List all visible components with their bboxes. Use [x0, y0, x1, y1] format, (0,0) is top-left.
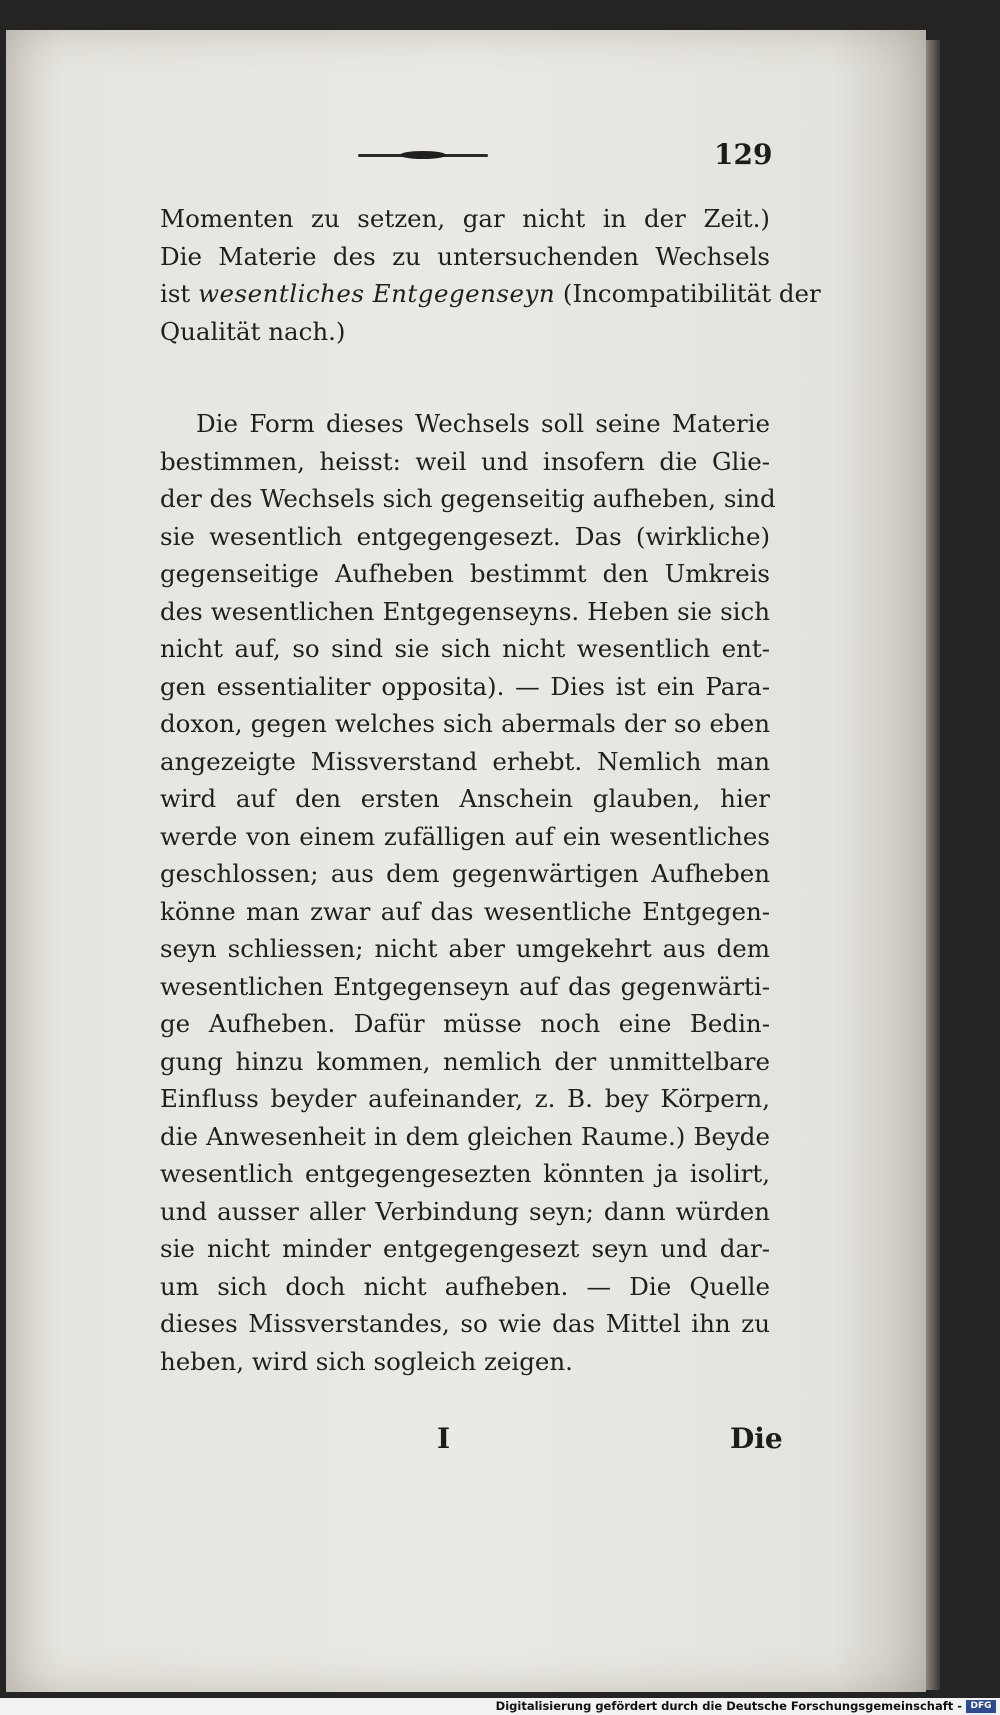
- text-line: gung hinzu kommen, nemlich der unmittelbare: [160, 1046, 770, 1076]
- text-line: ge Aufheben. Dafür müsse noch eine Bedin-: [160, 1009, 770, 1038]
- emphasized-term: wesentliches Entgegenseyn: [198, 279, 556, 308]
- text-line: die Anwesenheit in dem gleichen Raume.) Beyde: [160, 1121, 770, 1151]
- text-line: geschlossen; aus dem gegenwärtigen Aufheben: [160, 859, 770, 888]
- text-fragment: (Incompatibilität der: [562, 279, 821, 308]
- text-line: nicht auf, so sind sie sich nicht wesentlich ent-: [160, 634, 770, 663]
- footer-credit: Digitalisierung gefördert durch die Deutsche Forschungsgemeinschaft -: [495, 1699, 962, 1713]
- text-line: wesentlich entgegengesezten könnten ja isolirt,: [160, 1159, 770, 1188]
- catchword: Die: [730, 1422, 783, 1455]
- text-line: dieses Missverstandes, so wie das Mittel ihn zu: [160, 1309, 770, 1338]
- text-line: wesentlichen Entgegenseyn auf das gegenwärti-: [160, 971, 770, 1001]
- page-edge: [926, 40, 940, 1690]
- text-line: heben, wird sich sogleich zeigen.: [160, 1346, 573, 1376]
- text-line: bestimmen, heisst: weil und insofern die Glie-: [160, 446, 770, 476]
- text-line: sie nicht minder entgegengesezt seyn und dar-: [160, 1234, 770, 1263]
- text-line: könne man zwar auf das wesentliche Entgegen-: [160, 896, 770, 926]
- text-line: und ausser aller Verbindung seyn; dann würden: [160, 1196, 770, 1226]
- text-line: der des Wechsels sich gegenseitig aufheben, sind: [160, 484, 776, 513]
- signature-mark: I: [437, 1422, 451, 1455]
- text-line: Einfluss beyder aufeinander, z. B. bey Körpern,: [160, 1084, 770, 1113]
- text-line: sie wesentlich entgegengesezt. Das (wirkliche): [160, 521, 770, 551]
- text-line: Die Form dieses Wechsels soll seine Materie: [196, 409, 770, 438]
- text-line: Qualität nach.): [160, 316, 346, 346]
- text-line: werde von einem zufälligen auf ein wesentliches: [160, 821, 770, 851]
- text-line: gegenseitige Aufheben bestimmt den Umkreis: [160, 559, 770, 588]
- text-fragment: ist: [160, 279, 191, 308]
- page-number: 129: [714, 138, 773, 171]
- body-text: [160, 200, 821, 1380]
- footer-bar: [0, 1698, 1000, 1715]
- text-line: um sich doch nicht aufheben. — Die Quelle: [160, 1271, 770, 1301]
- text-line: Die Materie des zu untersuchenden Wechsels: [160, 241, 770, 271]
- text-line: wird auf den ersten Anschein glauben, hier: [160, 784, 770, 813]
- text-line: gen essentialiter opposita). — Dies ist ein Para-: [160, 671, 770, 701]
- text-line: [160, 275, 821, 313]
- text-line: des wesentlichen Entgegenseyns. Heben sie sich: [160, 596, 770, 626]
- text-line: angezeigte Missverstand erhebt. Nemlich man: [160, 746, 770, 776]
- text-line: doxon, gegen welches sich abermals der so eben: [160, 709, 770, 738]
- header-ornament-rule: [358, 154, 488, 157]
- text-line: Momenten zu setzen, gar nicht in der Zeit.): [160, 204, 770, 233]
- dfg-logo: DFG: [966, 1700, 996, 1713]
- text-line: seyn schliessen; nicht aber umgekehrt aus dem: [160, 934, 770, 963]
